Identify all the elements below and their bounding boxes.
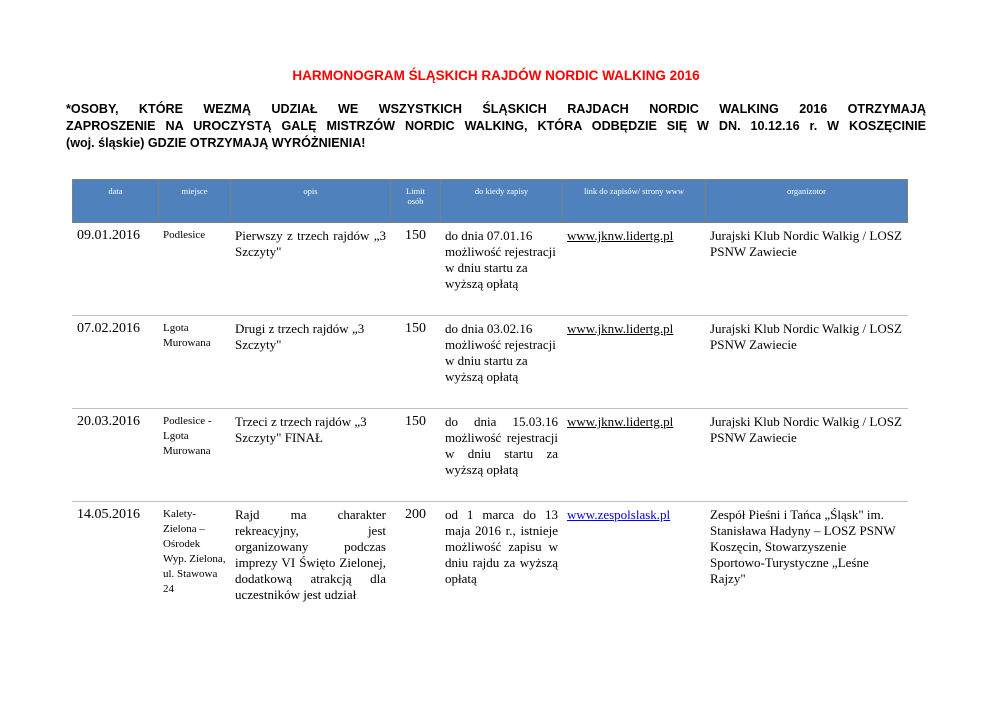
cell-organizator: Jurajski Klub Nordic Walkig / LOSZ PSNW Zawiecie [706, 409, 908, 502]
announcement-note [66, 101, 926, 152]
cell-do-kiedy: od 1 marca do 13 maja 2016 r., istnieje możliwość zapisu w dniu rajdu za wyższą opłatą [441, 502, 563, 632]
cell-link [563, 502, 706, 632]
cell-miejsce: Lgota Murowana [159, 316, 231, 409]
cell-miejsce: Podlesice [159, 223, 231, 316]
table-row [73, 409, 908, 502]
header-data: data [73, 180, 159, 223]
header-opis: opis [231, 180, 391, 223]
schedule-table [72, 179, 908, 632]
link-jknw[interactable]: www.jknw.lidertg.pl [567, 228, 674, 243]
cell-link [563, 316, 706, 409]
cell-organizator: Jurajski Klub Nordic Walkig / LOSZ PSNW Zawiecie [706, 223, 908, 316]
table-row [73, 502, 908, 632]
header-miejsce: miejsce [159, 180, 231, 223]
cell-limit: 150 [391, 316, 441, 409]
table-row [73, 223, 908, 316]
link-zespolslask[interactable]: www.zespolslask.pl [567, 507, 671, 522]
table-header-row [73, 180, 908, 223]
table-row [73, 316, 908, 409]
cell-opis: Drugi z trzech rajdów „3 Szczyty" [231, 316, 391, 409]
cell-do-kiedy: do dnia 07.01.16 możliwość rejestracji w dniu startu za wyższą opłatą [441, 223, 563, 316]
cell-opis: Trzeci z trzech rajdów „3 Szczyty" FINAŁ [231, 409, 391, 502]
cell-miejsce: Podlesice - Lgota Murowana [159, 409, 231, 502]
cell-organizator: Zespół Pieśni i Tańca „Śląsk" im. Stanisława Hadyny – LOSZ PSNW Koszęcin, Stowarzyszenie Sportowo-Turystyczne „Leśne Rajzy" [706, 502, 908, 632]
cell-do-kiedy: do dnia 15.03.16 możliwość rejestracji w dniu startu za wyższą opłatą [441, 409, 563, 502]
cell-organizator: Jurajski Klub Nordic Walkig / LOSZ PSNW Zawiecie [706, 316, 908, 409]
header-organizator: organizotor [706, 180, 908, 223]
cell-miejsce: Kalety-Zielona – Ośrodek Wyp. Zielona, ul. Stawowa 24 [159, 502, 231, 632]
cell-link [563, 409, 706, 502]
cell-limit: 150 [391, 223, 441, 316]
cell-limit: 150 [391, 409, 441, 502]
note-line-3: (woj. śląskie) GDZIE OTRZYMAJĄ WYRÓŻNIENIA! [66, 136, 366, 150]
note-line-2: ZAPROSZENIE NA UROCZYSTĄ GALĘ MISTRZÓW NORDIC WALKING, KTÓRA ODBĘDZIE SIĘ W DN. 10.12.16 r. W KOSZĘCINIE [66, 119, 926, 133]
cell-data: 20.03.2016 [73, 409, 159, 502]
page-title: HARMONOGRAM ŚLĄSKICH RAJDÓW NORDIC WALKING 2016 [292, 68, 700, 83]
header-do-kiedy: do kiedy zapisy [441, 180, 563, 223]
cell-limit: 200 [391, 502, 441, 632]
cell-opis: Pierwszy z trzech rajdów „3 Szczyty" [231, 223, 391, 316]
cell-data: 14.05.2016 [73, 502, 159, 632]
cell-data: 07.02.2016 [73, 316, 159, 409]
header-limit: Limit osób [391, 180, 441, 223]
note-line-1: *OSOBY, KTÓRE WEZMĄ UDZIAŁ WE WSZYSTKICH ŚLĄSKICH RAJDACH NORDIC WALKING 2016 OTRZYMAJĄ [66, 102, 926, 116]
cell-do-kiedy: do dnia 03.02.16 możliwość rejestracji w dniu startu za wyższą opłatą [441, 316, 563, 409]
cell-opis: Rajd ma charakter rekreacyjny, jest organizowany podczas imprezy VI Święto Zielonej, dodatkową atrakcją dla uczestników jest udział [231, 502, 391, 632]
header-link: link do zapisów/ strony www [563, 180, 706, 223]
cell-link [563, 223, 706, 316]
link-jknw[interactable]: www.jknw.lidertg.pl [567, 321, 674, 336]
cell-data: 09.01.2016 [73, 223, 159, 316]
link-jknw[interactable]: www.jknw.lidertg.pl [567, 414, 674, 429]
